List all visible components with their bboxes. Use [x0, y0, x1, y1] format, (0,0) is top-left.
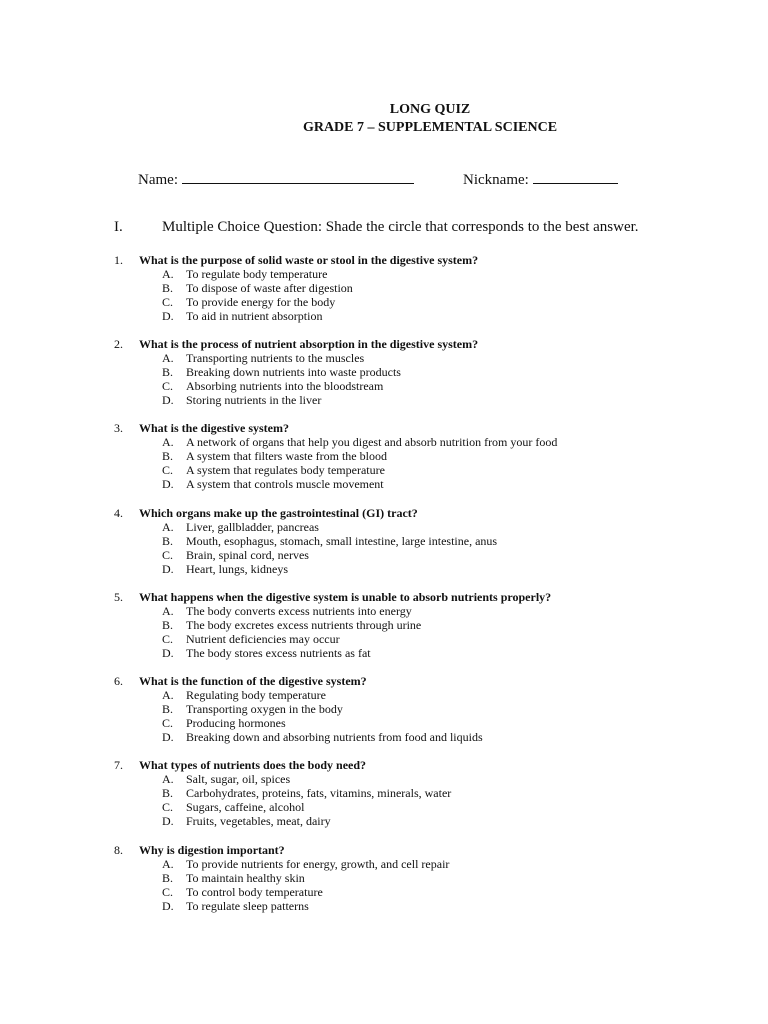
choice-d[interactable] — [114, 393, 734, 407]
choice-a[interactable] — [114, 772, 734, 786]
choice-letter: D. — [162, 309, 174, 323]
choice-b[interactable] — [114, 449, 734, 463]
question-header — [114, 758, 734, 772]
choice-a[interactable] — [114, 267, 734, 281]
choice-letter: D. — [162, 730, 174, 744]
choice-text: Brain, spinal cord, nerves — [186, 548, 309, 562]
page-subtitle: GRADE 7 – SUPPLEMENTAL SCIENCE — [302, 120, 558, 135]
choice-text: Salt, sugar, oil, spices — [186, 772, 291, 786]
choice-c[interactable] — [114, 463, 734, 477]
nickname-blank-line[interactable] — [533, 168, 618, 184]
choice-text: A system that regulates body temperature — [186, 463, 385, 477]
choice-letter: C. — [162, 463, 174, 477]
choice-letter: A. — [162, 520, 174, 534]
question-text: What is the purpose of solid waste or stool in the digestive system? — [139, 253, 479, 267]
nickname-label: Nickname: — [463, 172, 529, 188]
choice-letter: B. — [162, 365, 174, 379]
choice-b[interactable] — [114, 618, 734, 632]
name-blank-line[interactable] — [182, 168, 414, 184]
choice-c[interactable] — [114, 295, 734, 309]
question-header — [114, 506, 734, 520]
question-number: 7. — [114, 758, 123, 772]
choice-text: Storing nutrients in the liver — [186, 393, 322, 407]
choice-letter: A. — [162, 772, 174, 786]
choice-letter: D. — [162, 393, 174, 407]
choice-b[interactable] — [114, 786, 734, 800]
choice-letter: A. — [162, 604, 174, 618]
question-header — [114, 843, 734, 857]
choice-letter: D. — [162, 899, 174, 913]
choice-text: The body excretes excess nutrients through urine — [186, 618, 422, 632]
choice-text: Transporting oxygen in the body — [186, 702, 343, 716]
choice-c[interactable] — [114, 548, 734, 562]
choice-text: A system that controls muscle movement — [186, 477, 384, 491]
name-label: Name: — [138, 172, 178, 188]
choice-letter: B. — [162, 618, 174, 632]
choice-text: Sugars, caffeine, alcohol — [186, 800, 305, 814]
question-1 — [114, 253, 734, 323]
question-2 — [114, 337, 734, 407]
choice-c[interactable] — [114, 885, 734, 899]
question-number: 5. — [114, 590, 123, 604]
choice-text: Breaking down and absorbing nutrients from food and liquids — [186, 730, 483, 744]
choice-letter: B. — [162, 786, 174, 800]
question-4 — [114, 506, 734, 576]
question-number: 6. — [114, 674, 123, 688]
choice-a[interactable] — [114, 688, 734, 702]
choice-text: Breaking down nutrients into waste products — [186, 365, 401, 379]
question-text: What is the function of the digestive system? — [139, 674, 367, 688]
choice-d[interactable] — [114, 562, 734, 576]
choice-a[interactable] — [114, 604, 734, 618]
page-title: LONG QUIZ — [389, 102, 471, 117]
choice-d[interactable] — [114, 730, 734, 744]
choice-letter: D. — [162, 814, 174, 828]
question-text: What happens when the digestive system is unable to absorb nutrients properly? — [139, 590, 552, 604]
choice-text: Nutrient deficiencies may occur — [186, 632, 340, 646]
choice-text: Transporting nutrients to the muscles — [186, 351, 365, 365]
choice-c[interactable] — [114, 632, 734, 646]
choice-d[interactable] — [114, 814, 734, 828]
choice-text: Fruits, vegetables, meat, dairy — [186, 814, 331, 828]
choice-a[interactable] — [114, 435, 734, 449]
choice-text: To aid in nutrient absorption — [186, 309, 323, 323]
question-header — [114, 590, 734, 604]
choice-d[interactable] — [114, 899, 734, 913]
choice-text: To regulate sleep patterns — [186, 899, 309, 913]
question-header — [114, 253, 734, 267]
question-text: What is the digestive system? — [139, 421, 289, 435]
name-field — [138, 168, 414, 189]
question-header — [114, 337, 734, 351]
choice-text: Regulating body temperature — [186, 688, 326, 702]
choice-c[interactable] — [114, 379, 734, 393]
choice-letter: B. — [162, 281, 174, 295]
choice-b[interactable] — [114, 534, 734, 548]
choice-letter: C. — [162, 800, 174, 814]
section-instruction: Multiple Choice Question: Shade the circle that corresponds to the best answer. — [162, 219, 639, 235]
choice-text: The body converts excess nutrients into energy — [186, 604, 412, 618]
question-5 — [114, 590, 734, 660]
choice-d[interactable] — [114, 309, 734, 323]
choice-text: To provide energy for the body — [186, 295, 336, 309]
choice-text: To control body temperature — [186, 885, 323, 899]
nickname-field — [463, 168, 618, 189]
choice-text: Heart, lungs, kidneys — [186, 562, 288, 576]
question-number: 8. — [114, 843, 123, 857]
question-header — [114, 421, 734, 435]
question-number: 2. — [114, 337, 123, 351]
choice-letter: A. — [162, 857, 174, 871]
choice-letter: A. — [162, 688, 174, 702]
choice-text: To maintain healthy skin — [186, 871, 305, 885]
choice-letter: C. — [162, 885, 174, 899]
section-heading — [114, 218, 639, 236]
choice-text: Carbohydrates, proteins, fats, vitamins, minerals, water — [186, 786, 452, 800]
choice-text: To dispose of waste after digestion — [186, 281, 353, 295]
question-text: What types of nutrients does the body need? — [139, 758, 367, 772]
choice-letter: D. — [162, 477, 174, 491]
choice-letter: B. — [162, 702, 174, 716]
choice-letter: C. — [162, 548, 174, 562]
choice-letter: B. — [162, 871, 174, 885]
choice-letter: C. — [162, 379, 174, 393]
section-number: I. — [114, 219, 123, 235]
choice-a[interactable] — [114, 520, 734, 534]
choice-text: A system that filters waste from the blood — [186, 449, 387, 463]
question-number: 1. — [114, 253, 123, 267]
choice-b[interactable] — [114, 281, 734, 295]
choice-b[interactable] — [114, 871, 734, 885]
choice-text: Liver, gallbladder, pancreas — [186, 520, 319, 534]
choice-c[interactable] — [114, 800, 734, 814]
question-number: 4. — [114, 506, 123, 520]
question-text: Which organs make up the gastrointestinal (GI) tract? — [139, 506, 418, 520]
question-text: Why is digestion important? — [139, 843, 285, 857]
question-number: 3. — [114, 421, 123, 435]
choice-letter: D. — [162, 562, 174, 576]
choice-text: To provide nutrients for energy, growth, and cell repair — [186, 857, 450, 871]
choice-text: The body stores excess nutrients as fat — [186, 646, 371, 660]
choice-a[interactable] — [114, 857, 734, 871]
question-header — [114, 674, 734, 688]
question-6 — [114, 674, 734, 744]
choice-letter: D. — [162, 646, 174, 660]
question-7 — [114, 758, 734, 828]
choice-b[interactable] — [114, 365, 734, 379]
choice-letter: C. — [162, 295, 174, 309]
question-3 — [114, 421, 734, 491]
choice-letter: A. — [162, 267, 174, 281]
choice-letter: A. — [162, 435, 174, 449]
choice-text: A network of organs that help you digest and absorb nutrition from your food — [186, 435, 558, 449]
choice-letter: C. — [162, 632, 174, 646]
choice-letter: B. — [162, 449, 174, 463]
choice-c[interactable] — [114, 716, 734, 730]
choice-d[interactable] — [114, 477, 734, 491]
choice-d[interactable] — [114, 646, 734, 660]
choice-text: Mouth, esophagus, stomach, small intestine, large intestine, anus — [186, 534, 498, 548]
question-text: What is the process of nutrient absorption in the digestive system? — [139, 337, 479, 351]
choice-text: Absorbing nutrients into the bloodstream — [186, 379, 384, 393]
choice-text: To regulate body temperature — [186, 267, 328, 281]
choice-letter: A. — [162, 351, 174, 365]
choice-text: Producing hormones — [186, 716, 286, 730]
choice-b[interactable] — [114, 702, 734, 716]
question-8 — [114, 843, 734, 913]
choice-letter: C. — [162, 716, 174, 730]
choice-letter: B. — [162, 534, 174, 548]
choice-a[interactable] — [114, 351, 734, 365]
